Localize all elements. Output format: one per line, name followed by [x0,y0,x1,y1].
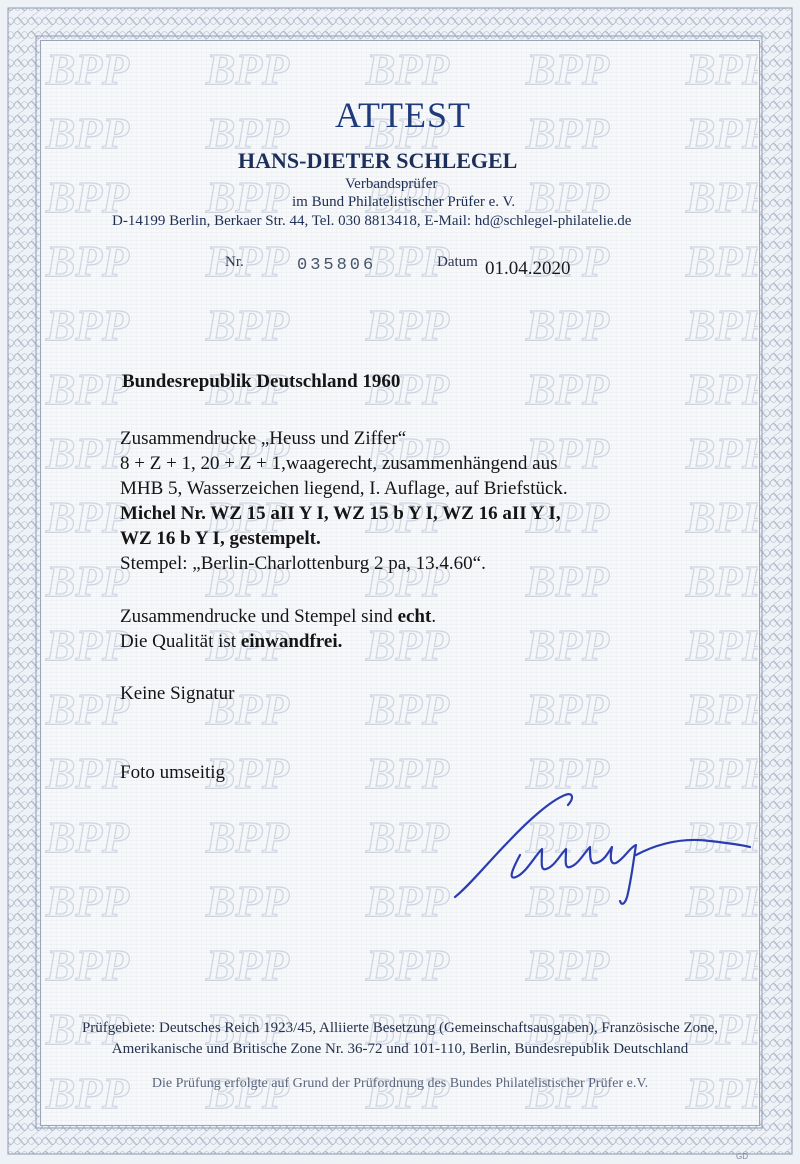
genuineness-prefix: Zusammendrucke und Stempel sind [120,606,398,627]
certificate-number: 035806 [297,256,377,275]
quality-word: einwandfrei. [240,631,343,652]
description-line-3: MHB 5, Wasserzeichen liegend, I. Auflage, auf Briefstück. [120,478,568,499]
michel-number-line-1: Michel Nr. WZ 15 aII Y I, WZ 15 b Y I, WZ 16 aII Y I, [120,503,561,524]
description-line-2: 8 + Z + 1, 20 + Z + 1,waagerecht, zusammenhängend aus [120,453,558,474]
examination-areas-line-1: Prüfgebiete: Deutsches Reich 1923/45, Alliierte Besetzung (Gemeinschaftsausgaben), Französische Zone, [81,1020,719,1036]
examiner-role: Verbandsprüfer [345,176,438,192]
quality-statement [120,631,342,653]
examiner-address: D-14199 Berlin, Berkaer Str. 44, Tel. 030 8813418, E-Mail: hd@schlegel-philatelie.de [112,213,632,229]
country-year-heading: Bundesrepublik Deutschland 1960 [122,371,401,392]
certificate-number-label: Nr. [225,254,244,270]
regulation-note: Die Prüfung erfolgte auf Grund der Prüfordnung des Bundes Philatelistischer Prüfer e.V. [151,1076,649,1091]
genuineness-statement [120,606,436,628]
examiner-association: im Bund Philatelistischer Prüfer e. V. [292,194,516,210]
corner-mark: GD [736,1152,748,1161]
examination-areas-line-2: Amerikanische und Britische Zone Nr. 36-72 und 101-110, Berlin, Bundesrepublik Deutschland [111,1041,689,1057]
postmark-line: Stempel: „Berlin-Charlottenburg 2 pa, 13.4.60“. [120,553,486,574]
description-line-1: Zusammendrucke „Heuss und Ziffer“ [120,428,407,449]
handwritten-signature [450,785,760,910]
genuineness-suffix: . [431,606,437,627]
quality-prefix: Die Qualität ist [120,631,241,652]
photo-note: Foto umseitig [120,762,226,783]
certificate-date: 01.04.2020 [485,258,571,279]
certificate-title: ATTEST [335,95,471,135]
genuine-word: echt [397,606,432,627]
michel-number-line-2: WZ 16 b Y I, gestempelt. [120,528,321,549]
no-signature-note: Keine Signatur [120,683,235,704]
certificate-date-label: Datum [437,254,478,270]
examiner-name: HANS-DIETER SCHLEGEL [238,148,518,173]
